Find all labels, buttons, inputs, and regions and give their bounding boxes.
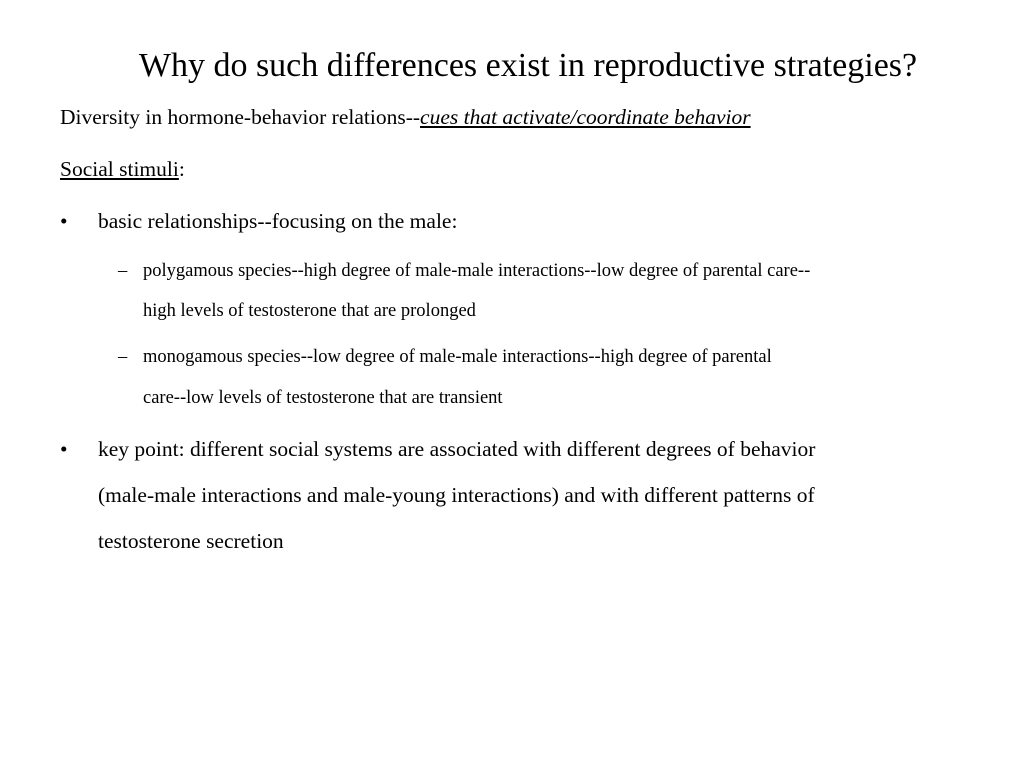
subitem-text: polygamous species--high degree of male-male interactions--low degree of parental care--: [143, 261, 811, 281]
bullet-text: (male-male interactions and male-young interactions) and with different patterns of: [98, 483, 815, 507]
bullet-text: basic relationships--focusing on the male:: [98, 209, 458, 233]
section-heading-label: Social stimuli: [60, 157, 179, 181]
subitem-text: high levels of testosterone that are prolonged: [143, 301, 476, 321]
intro-emphasis: cues that activate/coordinate behavior: [420, 105, 751, 129]
subitem-marker: –: [118, 347, 128, 367]
bullet-marker: •: [60, 209, 68, 233]
slide-title: Why do such differences exist in reproductive strategies?: [138, 47, 918, 84]
intro-prefix: Diversity in hormone-behavior relations--: [60, 105, 421, 129]
bullet-text: key point: different social systems are associated with different degrees of behavior: [98, 437, 816, 461]
subitem-text: care--low levels of testosterone that are transient: [143, 388, 503, 408]
bullet-text: testosterone secretion: [98, 529, 284, 553]
bullet-marker: •: [60, 437, 68, 461]
subitem-marker: –: [118, 261, 128, 281]
intro-line: [60, 103, 751, 131]
section-heading: [60, 155, 185, 183]
subitem-text: monogamous species--low degree of male-male interactions--high degree of parental: [143, 347, 772, 367]
section-heading-suffix: :: [178, 157, 185, 181]
